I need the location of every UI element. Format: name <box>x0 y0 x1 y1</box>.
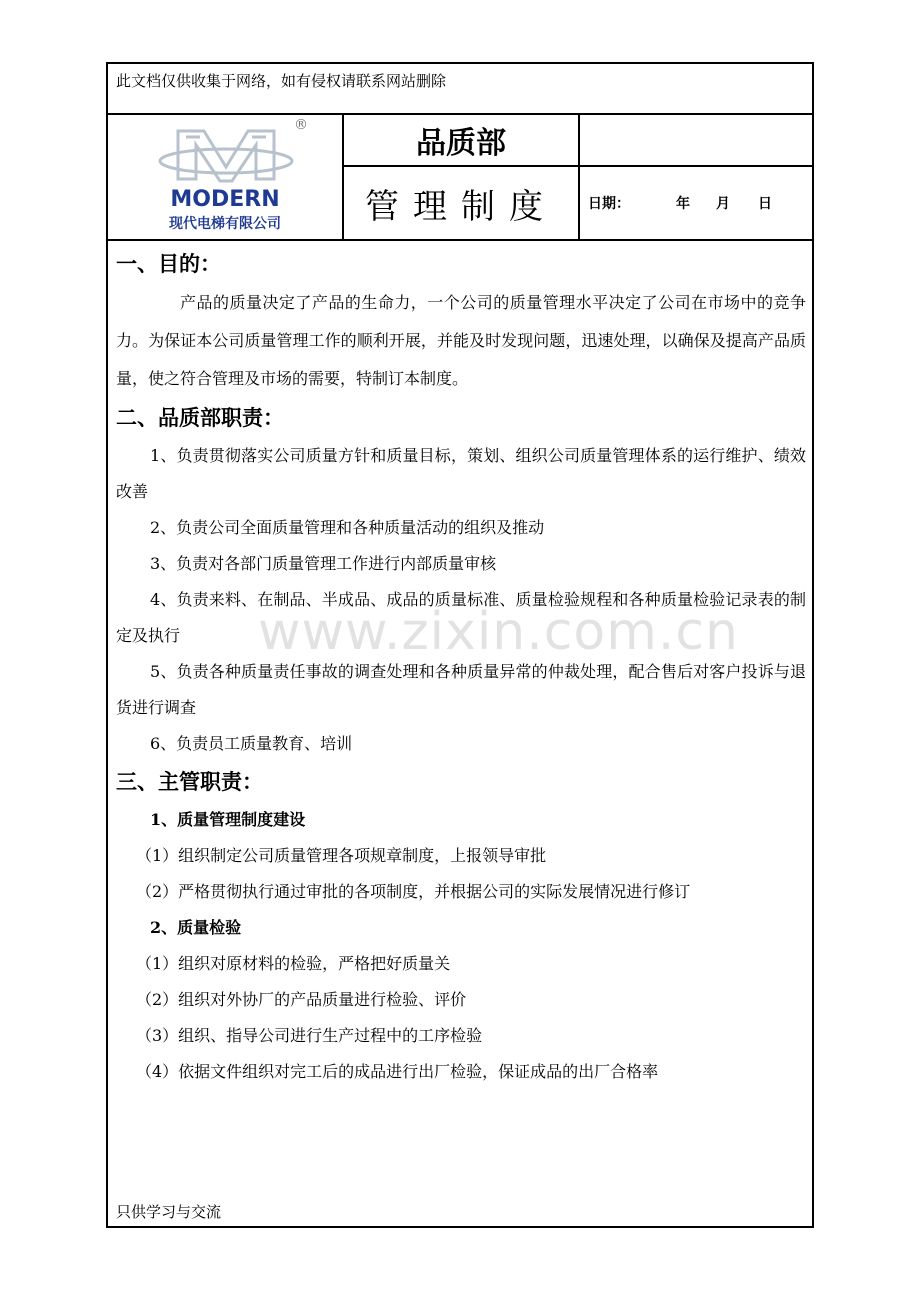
section-1-title: 一、目的： <box>116 252 221 276</box>
list-item: （4）依据文件组织对完工后的成品进行出厂检验，保证成品的出厂合格率 <box>136 1062 659 1081</box>
subsection-title: 2、质量检验 <box>150 918 242 937</box>
date-month: 月 <box>716 196 730 212</box>
copyright-notice: 此文档仅供收集于网络，如有侵权请联系网站删除 <box>116 72 447 90</box>
section-3-title: 三、主管职责： <box>116 770 263 794</box>
title-cell <box>344 115 580 239</box>
document-type: 管理制度 <box>365 186 557 227</box>
date-day: 日 <box>758 196 772 212</box>
watermark: www.zixin.com.cn <box>258 602 739 662</box>
document-body <box>116 244 806 1090</box>
department-title: 品质部 <box>344 115 578 167</box>
list-item: （2）严格贯彻执行通过审批的各项制度，并根据公司的实际发展情况进行修订 <box>136 882 691 901</box>
registered-mark: ® <box>294 117 308 133</box>
logo-cell <box>108 115 344 239</box>
section-2-title: 二、品质部职责： <box>116 406 284 430</box>
list-item: 5、负责各种质量责任事故的调查处理和各种质量异常的仲裁处理，配合售后对客户投诉与退货进行调查 <box>116 662 806 717</box>
footer-note: 只供学习与交流 <box>116 1203 222 1221</box>
list-item: 3、负责对各部门质量管理工作进行内部质量审核 <box>150 554 497 573</box>
list-item: 1、负责贯彻落实公司质量方针和质量目标，策划、组织公司质量管理体系的运行维护、绩效改善 <box>116 446 806 501</box>
list-item: （3）组织、指导公司进行生产过程中的工序检验 <box>136 1026 483 1045</box>
list-item: 6、负责员工质量教育、培训 <box>150 734 353 753</box>
list-item: （1）组织对原材料的检验，严格把好质量关 <box>136 954 451 973</box>
list-item: 2、负责公司全面质量管理和各种质量活动的组织及推动 <box>150 518 545 537</box>
logo-brand: MODERN <box>170 187 280 212</box>
list-item: （2）组织对外协厂的产品质量进行检验、评价 <box>136 990 467 1009</box>
section-1-paragraph: 产品的质量决定了产品的生命力，一个公司的质量管理水平决定了公司在市场中的竞争力。为保证本公司质量管理工作的顺利开展，并能及时发现问题，迅速处理，以确保及提高产品质量，使之符合管理及市场的需要，特制订本制度。 <box>116 293 806 388</box>
info-cell <box>580 115 812 239</box>
date-year: 年 <box>676 196 690 212</box>
list-item: （1）组织制定公司质量管理各项规章制度，上报领导审批 <box>136 846 547 865</box>
subsection-title: 1、质量管理制度建设 <box>150 810 306 829</box>
date-label: 日期： <box>588 196 630 212</box>
modern-logo-icon <box>156 123 296 189</box>
info-blank <box>580 115 812 167</box>
logo-company: 现代电梯有限公司 <box>169 216 281 232</box>
list-item: 4、负责来料、在制品、半成品、成品的质量标准、质量检验规程和各种质量检验记录表的制定及执行 <box>116 590 806 645</box>
header-table <box>108 113 812 241</box>
